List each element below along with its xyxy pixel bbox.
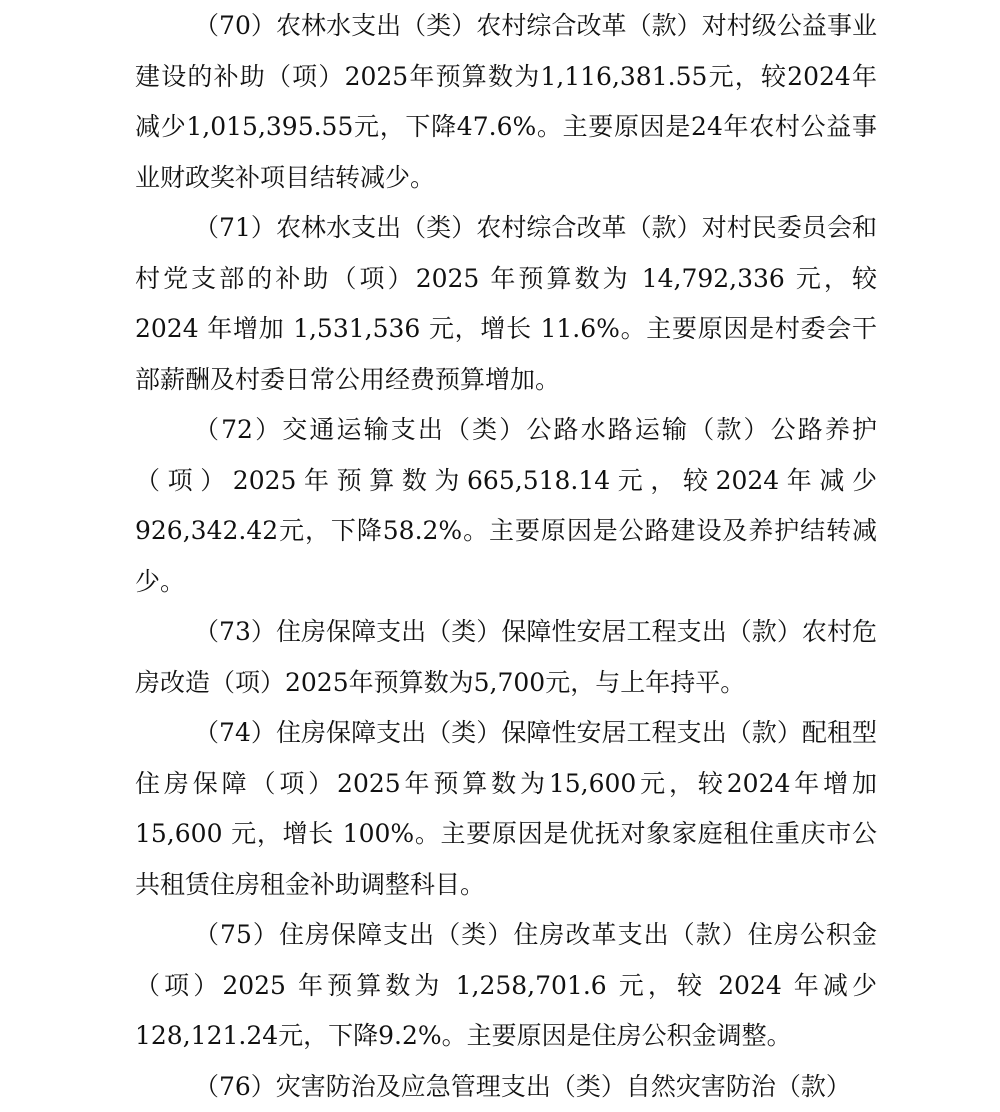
paragraph-70: （70）农林水支出（类）农村综合改革（款）对村级公益事业建设的补助（项）2025年预算数为1,116,381.55元，较2024年减少1,015,395.55元，下降47.6%。主要原因是24年农村公益事业财政奖补项目结转减少。 <box>135 1 877 203</box>
paragraph-74: （74）住房保障支出（类）保障性安居工程支出（款）配租型住房保障（项）2025年预算数为15,600元，较2024年增加15,600 元，增长 100%。主要原因是优抚对象家庭租住重庆市公共租赁住房租金补助调整科目。 <box>135 708 877 910</box>
paragraph-72: （72）交通运输支出（类）公路水路运输（款）公路养护（项）2025年预算数为665,518.14元，较2024年减少926,342.42元，下降58.2%。主要原因是公路建设及养护结转减少。 <box>135 405 877 607</box>
paragraph-75: （75）住房保障支出（类）住房改革支出（款）住房公积金（项）2025 年预算数为 1,258,701.6 元，较 2024 年减少128,121.24元，下降9.2%。主要原因是住房公积金调整。 <box>135 910 877 1062</box>
paragraph-73: （73）住房保障支出（类）保障性安居工程支出（款）农村危房改造（项）2025年预算数为5,700元，与上年持平。 <box>135 607 877 708</box>
paragraph-71: （71）农林水支出（类）农村综合改革（款）对村民委员会和村党支部的补助（项）2025 年预算数为 14,792,336 元，较2024 年增加 1,531,536 元，增长 11.6%。主要原因是村委会干部薪酬及村委日常公用经费预算增加。 <box>135 203 877 405</box>
paragraph-76: （76）灾害防治及应急管理支出（类）自然灾害防治（款） <box>135 1062 877 1112</box>
